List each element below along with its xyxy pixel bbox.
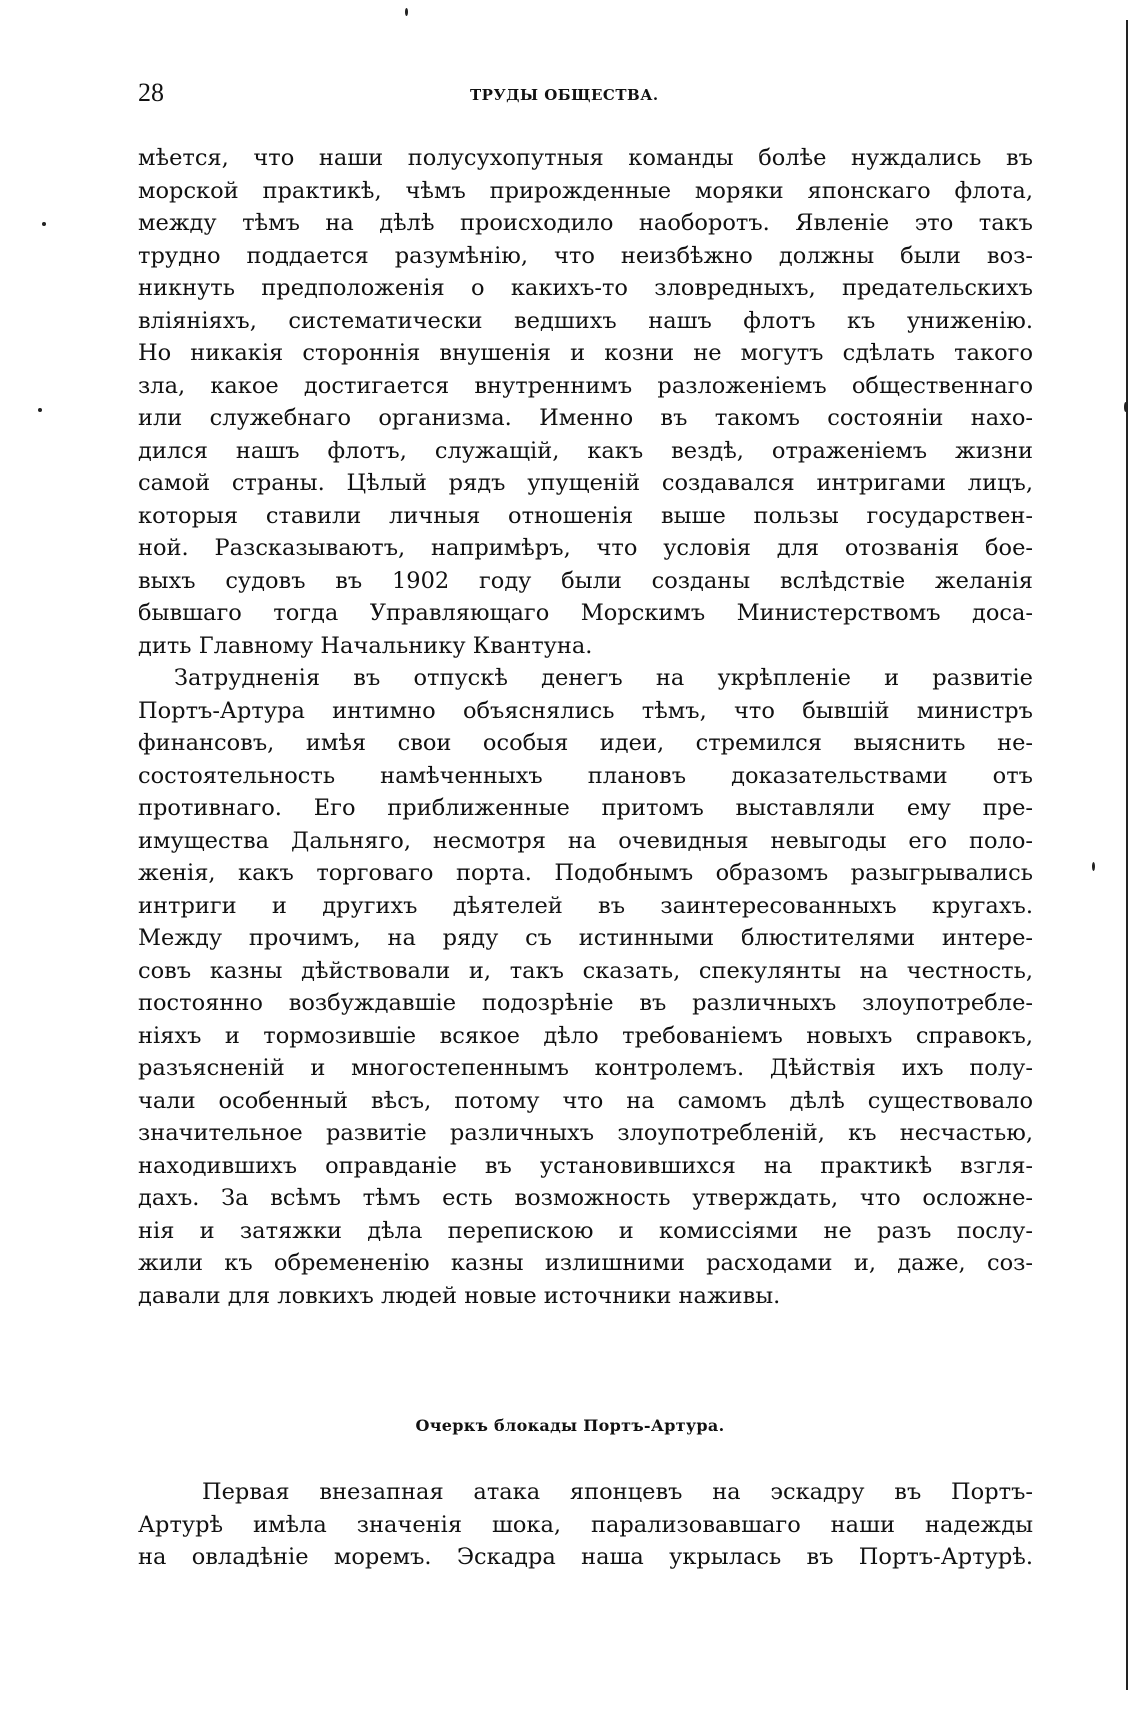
text-line: ніяхъ и тормозившіе всякое дѣло требованіемъ новыхъ справокъ,	[138, 1022, 1033, 1049]
text-line: дился нашъ флотъ, служащій, какъ вездѣ, отраженіемъ жизни	[138, 437, 1033, 464]
text-line: интриги и другихъ дѣятелей въ заинтересованныхъ кругахъ.	[138, 892, 1033, 919]
text-line: Затрудненія въ отпускѣ денегъ на укрѣпленіе и развитіе	[174, 665, 1033, 691]
text-line: значительное развитіе различныхъ злоупотребленій, къ несчастью,	[138, 1120, 1033, 1146]
text-line: между тѣмъ на дѣлѣ происходило наоборотъ. Явленіе это такъ	[138, 210, 1033, 236]
text-line: Но никакія стороннія внушенія и козни не могутъ сдѣлать такого	[138, 340, 1033, 366]
scan-speck	[405, 8, 408, 16]
running-title: ТРУДЫ ОБЩЕСТВА.	[470, 86, 659, 104]
text-line: Артурѣ имѣла значенія шока, парализовавшаго наши надежды	[138, 1511, 1033, 1538]
text-line: противнаго. Его приближенные притомъ выставляли ему пре-	[138, 795, 1033, 821]
text-line: вліяніяхъ, систематически ведшихъ нашъ флотъ къ униженію.	[138, 307, 1033, 334]
text-line: разъясненій и многостепеннымъ контролемъ. Дѣйствія ихъ полу-	[138, 1055, 1033, 1081]
scan-speck	[1092, 862, 1095, 871]
text-line: Портъ-Артура интимно объяснялись тѣмъ, что бывшій министръ	[138, 697, 1033, 724]
scan-speck	[1124, 402, 1127, 412]
text-line: на овладѣніе моремъ. Эскадра наша укрылась въ Портъ-Артурѣ.	[138, 1544, 1033, 1570]
page-number: 28	[138, 78, 164, 107]
text-line: дахъ. За всѣмъ тѣмъ есть возможность утверждать, что осложне-	[138, 1185, 1033, 1211]
text-line: или служебнаго организма. Именно въ такомъ состояніи нахо-	[138, 405, 1033, 431]
text-line: зла, какое достигается внутреннимъ разложеніемъ общественнаго	[138, 372, 1033, 399]
text-line: женія, какъ торговаго порта. Подобнымъ образомъ разыгрывались	[138, 860, 1033, 886]
text-line: постоянно возбуждавшіе подозрѣніе въ различныхъ злоупотребле-	[138, 990, 1033, 1016]
section-heading: Очеркъ блокады Портъ-Артура.	[415, 1416, 725, 1435]
text-line: трудно поддается разумѣнію, что неизбѣжно должны были воз-	[138, 242, 1033, 269]
text-line: самой страны. Цѣлый рядъ упущеній создавался интригами лицъ,	[138, 470, 1033, 496]
paragraph-block-3	[138, 1476, 1033, 1574]
text-line: жили къ обремененію казны излишними расходами и, даже, соз-	[138, 1250, 1033, 1276]
text-line: финансовъ, имѣя свои особыя идеи, стремился выяснить не-	[138, 730, 1033, 756]
scan-speck	[42, 222, 46, 226]
page-edge-rule	[1126, 20, 1128, 1690]
text-line: которыя ставили личныя отношенія выше пользы государствен-	[138, 502, 1033, 529]
text-line: давали для ловкихъ людей новые источники наживы.	[138, 1282, 781, 1309]
text-line: Первая внезапная атака японцевъ на эскадру въ Портъ-	[202, 1479, 1033, 1505]
text-line: находившихъ оправданіе въ установившихся на практикѣ взгля-	[138, 1152, 1033, 1179]
text-line: состоятельность намѣченныхъ плановъ доказательствами отъ	[138, 762, 1033, 789]
text-line: дить Главному Начальнику Квантуна.	[138, 632, 593, 659]
text-line: совъ казны дѣйствовали и, такъ сказать, спекулянты на честность,	[138, 957, 1033, 984]
text-line: бывшаго тогда Управляющаго Морскимъ Министерствомъ доса-	[138, 600, 1033, 626]
text-line: Между прочимъ, на ряду съ истинными блюстителями интере-	[138, 925, 1033, 951]
paragraph-block-1	[138, 142, 1033, 1312]
text-line: нія и затяжки дѣла перепискою и комиссіями не разъ послу-	[138, 1217, 1033, 1244]
text-line: мѣется, что наши полусухопутныя команды болѣе нуждались въ	[138, 145, 1033, 171]
text-line: имущества Дальняго, несмотря на очевидныя невыгоды его поло-	[138, 827, 1033, 854]
text-line: чали особенный вѣсъ, потому что на самомъ дѣлѣ существовало	[138, 1087, 1033, 1114]
text-line: ной. Разсказываютъ, напримѣръ, что условія для отозванія боe-	[138, 535, 1033, 561]
text-line: выхъ судовъ въ 1902 году были созданы вслѣдствіе желанія	[138, 567, 1033, 594]
scan-speck	[38, 408, 42, 412]
text-line: никнуть предположенія о какихъ-то зловредныхъ, предательскихъ	[138, 275, 1033, 301]
text-line: морской практикѣ, чѣмъ прирожденные моряки японскаго флота,	[138, 177, 1033, 204]
